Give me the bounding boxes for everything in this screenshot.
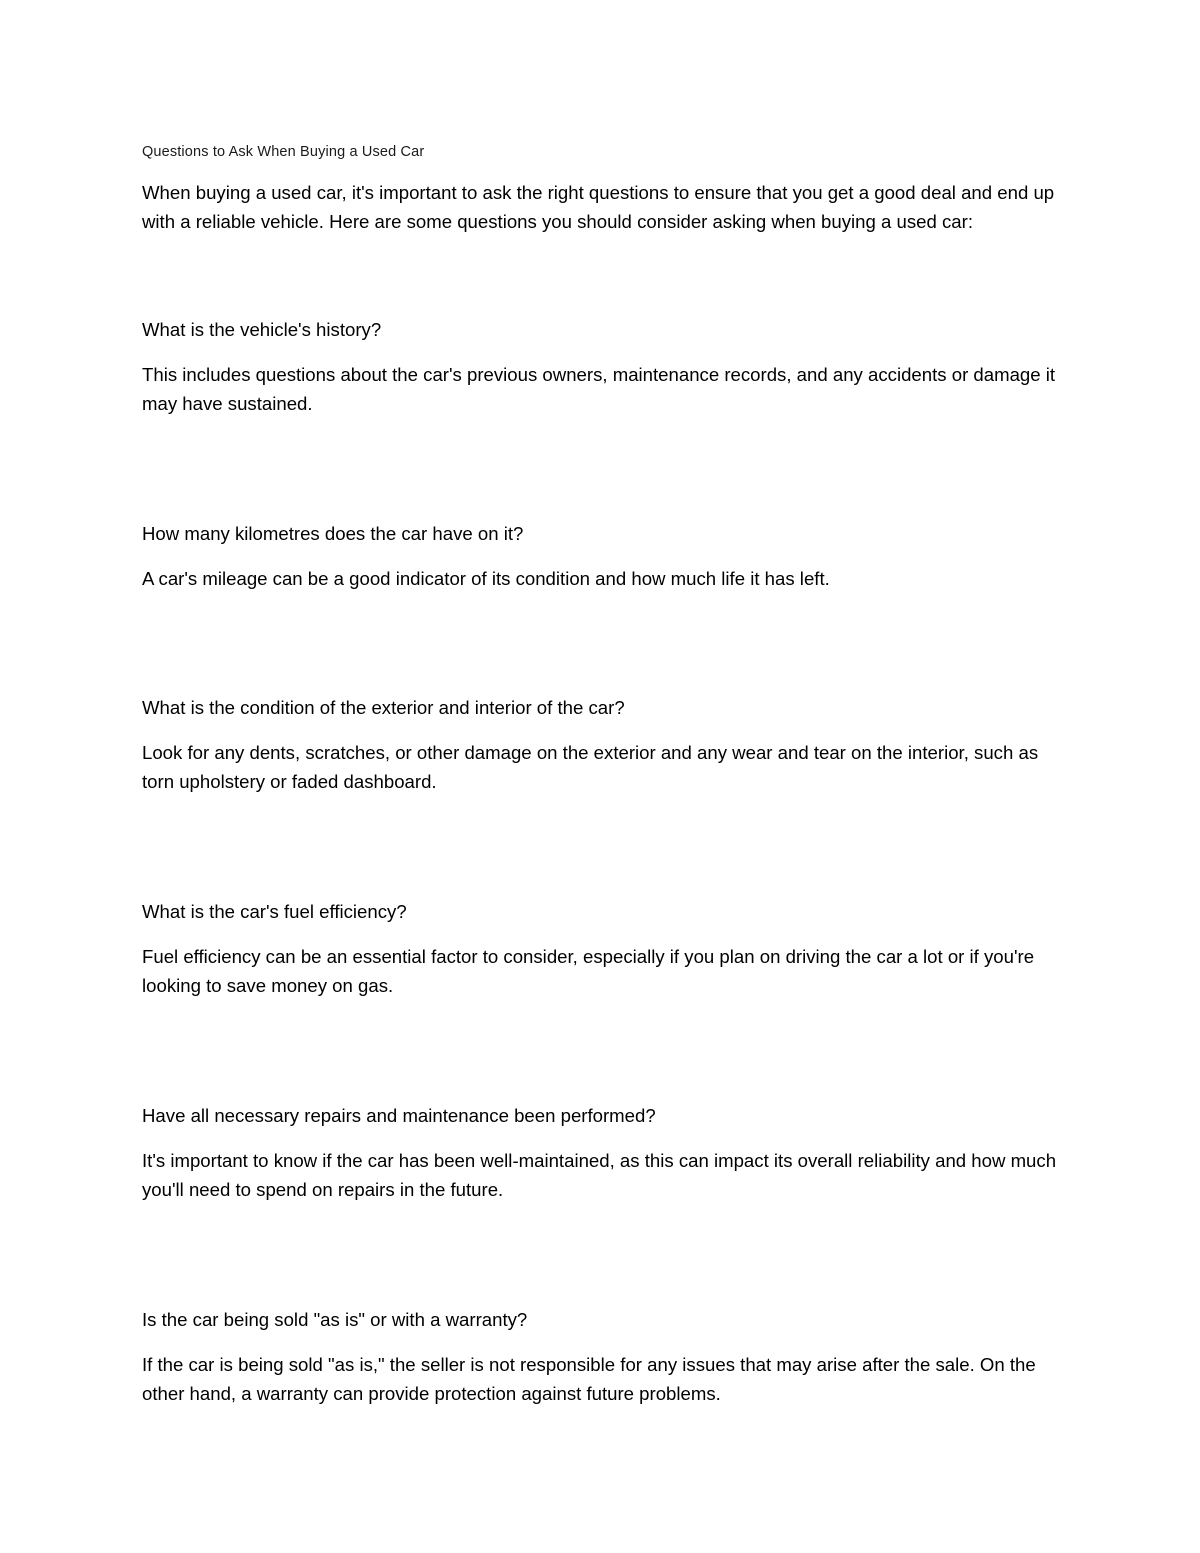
section-warranty xyxy=(142,1305,1057,1408)
question-heading: What is the vehicle's history? xyxy=(142,319,382,340)
answer-paragraph: If the car is being sold "as is," the seller is not responsible for any issues that may arise after the sale. On the other hand, a warranty can provide protection against future problems. xyxy=(142,1354,1036,1404)
question-heading: Have all necessary repairs and maintenance been performed? xyxy=(142,1105,656,1126)
question-heading: How many kilometres does the car have on it? xyxy=(142,523,524,544)
question-heading: Is the car being sold "as is" or with a warranty? xyxy=(142,1309,528,1330)
question-heading: What is the car's fuel efficiency? xyxy=(142,901,407,922)
answer-paragraph: Look for any dents, scratches, or other damage on the exterior and any wear and tear on the interior, such as torn upholstery or faded dashboard. xyxy=(142,742,1039,792)
answer-paragraph: This includes questions about the car's previous owners, maintenance records, and any accidents or damage it may have sustained. xyxy=(142,364,1056,414)
section-vehicle-history xyxy=(142,315,1057,418)
answer-paragraph: Fuel efficiency can be an essential factor to consider, especially if you plan on driving the car a lot or if you're looking to save money on gas. xyxy=(142,946,1035,996)
answer-paragraph: A car's mileage can be a good indicator of its condition and how much life it has left. xyxy=(142,568,830,589)
intro-paragraph: When buying a used car, it's important to ask the right questions to ensure that you get a good deal and end up with a reliable vehicle. Here are some questions you should consider asking when buying a used car: xyxy=(142,182,1055,232)
section-fuel-efficiency xyxy=(142,897,1057,1000)
document-body xyxy=(142,142,1057,1408)
document-title: Questions to Ask When Buying a Used Car xyxy=(142,144,425,160)
answer-paragraph: It's important to know if the car has been well-maintained, as this can impact its overall reliability and how much you'll need to spend on repairs in the future. xyxy=(142,1150,1057,1200)
question-heading: What is the condition of the exterior and interior of the car? xyxy=(142,697,625,718)
section-condition xyxy=(142,693,1057,796)
section-repairs xyxy=(142,1101,1057,1204)
section-kilometres xyxy=(142,519,1057,593)
